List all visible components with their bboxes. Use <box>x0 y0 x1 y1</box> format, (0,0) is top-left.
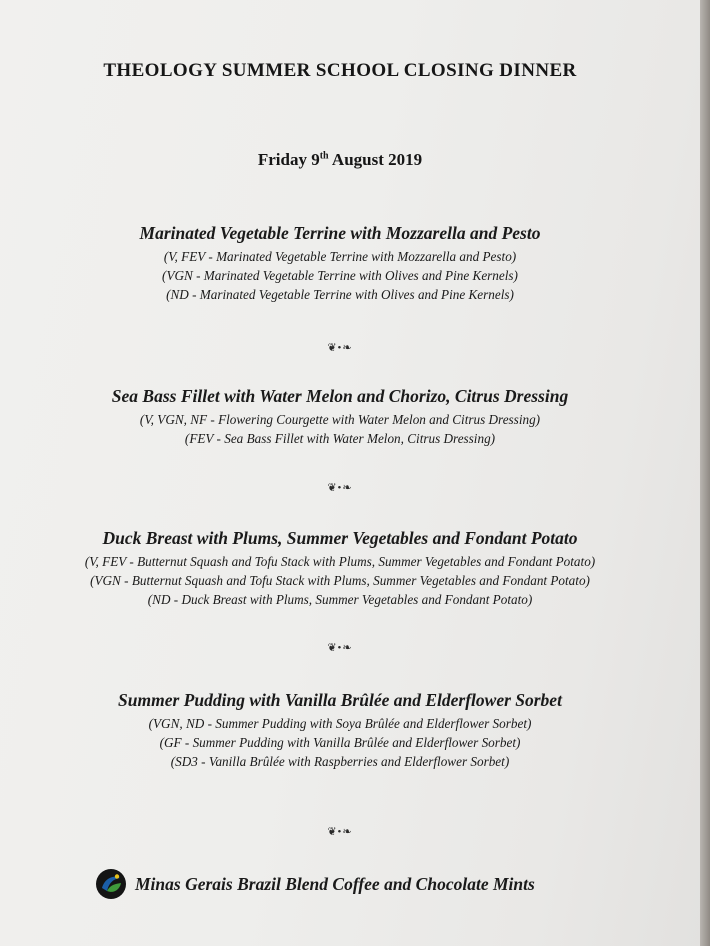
date-suffix: th <box>319 150 329 162</box>
coffee-text: Minas Gerais Brazil Blend Coffee and Chocolate Mints <box>135 873 535 894</box>
course-name: Duck Breast with Plums, Summer Vegetables and Fondant Potato <box>102 528 578 548</box>
date-day: Friday 9 <box>257 150 320 169</box>
menu-title: THEOLOGY SUMMER SCHOOL CLOSING DINNER <box>103 60 577 81</box>
course-alternative: (V, VGN, NF - Flowering Courgette with Water Melon and Citrus Dressing) <box>139 412 541 427</box>
course-alternative: (V, FEV - Marinated Vegetable Terrine with Mozzarella and Pesto) <box>163 249 517 264</box>
course-alternative: (VGN - Marinated Vegetable Terrine with Olives and Pine Kernels) <box>162 268 518 283</box>
page-edge <box>700 0 710 946</box>
separator-ornament: ❦•❧ <box>327 642 353 654</box>
event-date <box>0 150 680 170</box>
course-starter <box>0 223 680 304</box>
course-dessert <box>0 690 680 771</box>
course-name: Summer Pudding with Vanilla Brûlée and Elderflower Sorbet <box>118 690 562 710</box>
course-alternative: (SD3 - Vanilla Brûlée with Raspberries and Elderflower Sorbet) <box>170 754 510 769</box>
course-name: Sea Bass Fillet with Water Melon and Chorizo, Citrus Dressing <box>111 386 569 406</box>
course-alternative: (VGN - Butternut Squash and Tofu Stack with Plums, Summer Vegetables and Fondant Potato) <box>90 573 590 588</box>
course-alternative: (ND - Duck Breast with Plums, Summer Vegetables and Fondant Potato) <box>147 592 533 607</box>
coffee-line <box>95 866 535 902</box>
course-main <box>0 528 680 609</box>
course-name: Marinated Vegetable Terrine with Mozzarella and Pesto <box>139 223 541 243</box>
course-fish <box>0 386 680 448</box>
separator-ornament: ❦•❧ <box>327 342 353 354</box>
separator-ornament: ❦•❧ <box>327 826 353 838</box>
course-alternative: (FEV - Sea Bass Fillet with Water Melon, Citrus Dressing) <box>184 431 496 446</box>
course-alternative: (VGN, ND - Summer Pudding with Soya Brûlée and Elderflower Sorbet) <box>148 716 532 731</box>
separator-ornament: ❦•❧ <box>327 482 353 494</box>
fairtrade-logo-icon <box>95 868 127 900</box>
date-rest: August 2019 <box>328 150 423 169</box>
course-alternative: (ND - Marinated Vegetable Terrine with Olives and Pine Kernels) <box>166 287 514 302</box>
course-alternative: (GF - Summer Pudding with Vanilla Brûlée and Elderflower Sorbet) <box>159 735 521 750</box>
course-alternative: (V, FEV - Butternut Squash and Tofu Stack with Plums, Summer Vegetables and Fondant Potato) <box>84 554 596 569</box>
